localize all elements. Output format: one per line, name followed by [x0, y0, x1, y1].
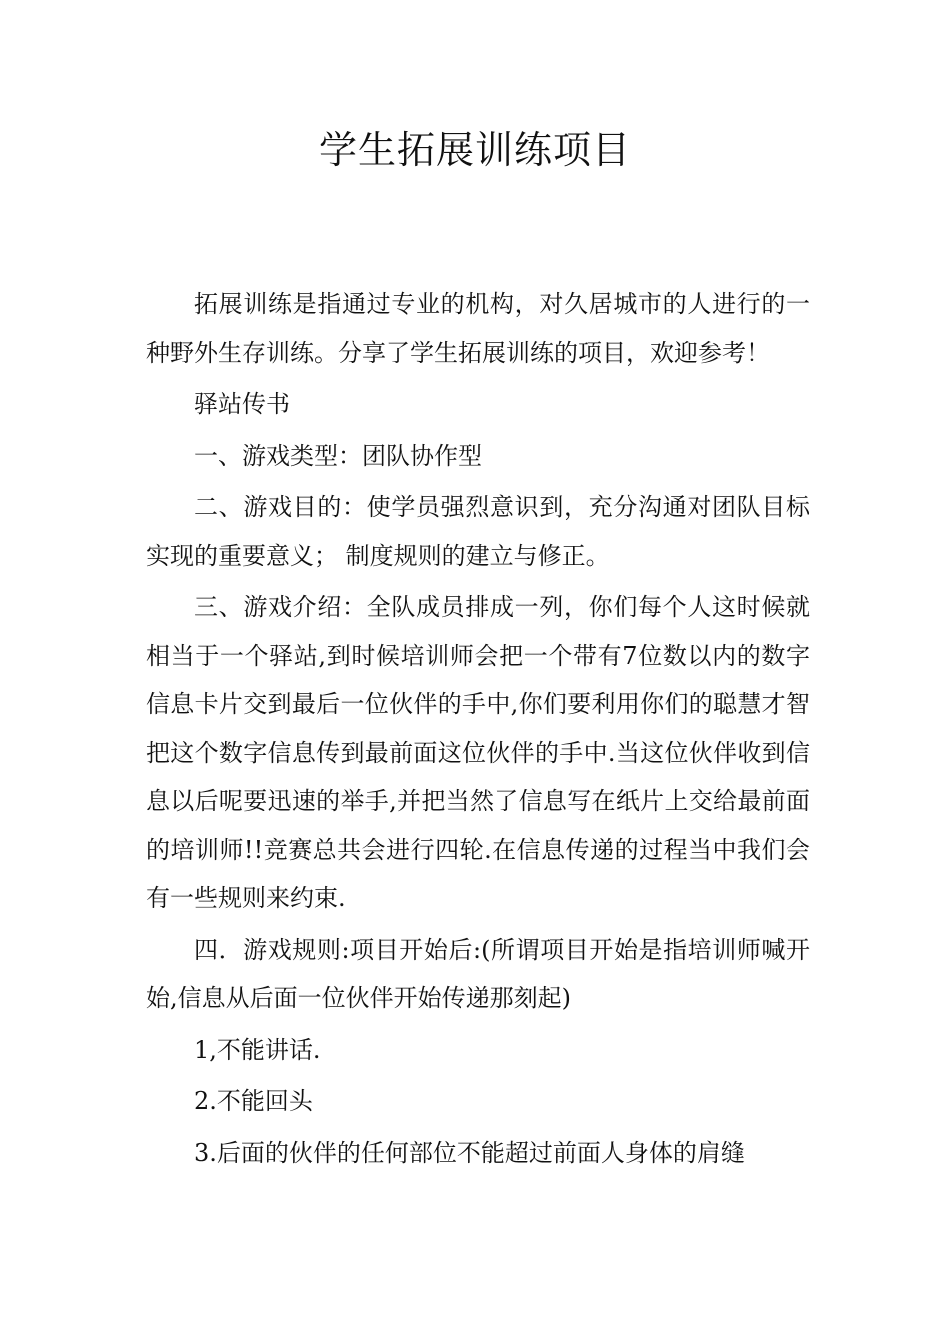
intro-paragraph: 拓展训练是指通过专业的机构，对久居城市的人进行的一种野外生存训练。分享了学生拓展训练的项目，欢迎参考！ [146, 290, 810, 367]
game-rules-paragraph: 四．游戏规则:项目开始后:(所谓项目开始是指培训师喊开始,信息从后面一位伙伴开始传递那刻起) [146, 935, 810, 1012]
document-title: 学生拓展训练项目 [318, 128, 631, 172]
game-intro-paragraph: 三、游戏介绍：全队成员排成一列，你们每个人这时候就相当于一个驿站,到时候培训师会把一个带有7位数以内的数字信息卡片交到最后一位伙伴的手中,你们要利用你们的聪慧才智把这个数字信息传到最前面这位伙伴的手中.当这位伙伴收到信息以后呢要迅速的举手,并把当然了信息写在纸片上交给最前面的培训师!!竞赛总共会进行四轮.在信息传递的过程当中我们会有一些规则来约束. [146, 593, 810, 912]
rule-item: 2.不能回头 [194, 1087, 313, 1115]
document-body [146, 280, 810, 1180]
game-type-paragraph: 一、游戏类型：团队协作型 [194, 441, 482, 470]
rule-item: 3.后面的伙伴的任何部位不能超过前面人身体的肩缝 [194, 1138, 745, 1167]
rule-item: 1,不能讲话. [194, 1035, 321, 1064]
section-heading: 驿站传书 [194, 390, 290, 418]
game-purpose-paragraph: 二、游戏目的：使学员强烈意识到，充分沟通对团队目标实现的重要意义； 制度规则的建立与修正。 [146, 493, 810, 570]
